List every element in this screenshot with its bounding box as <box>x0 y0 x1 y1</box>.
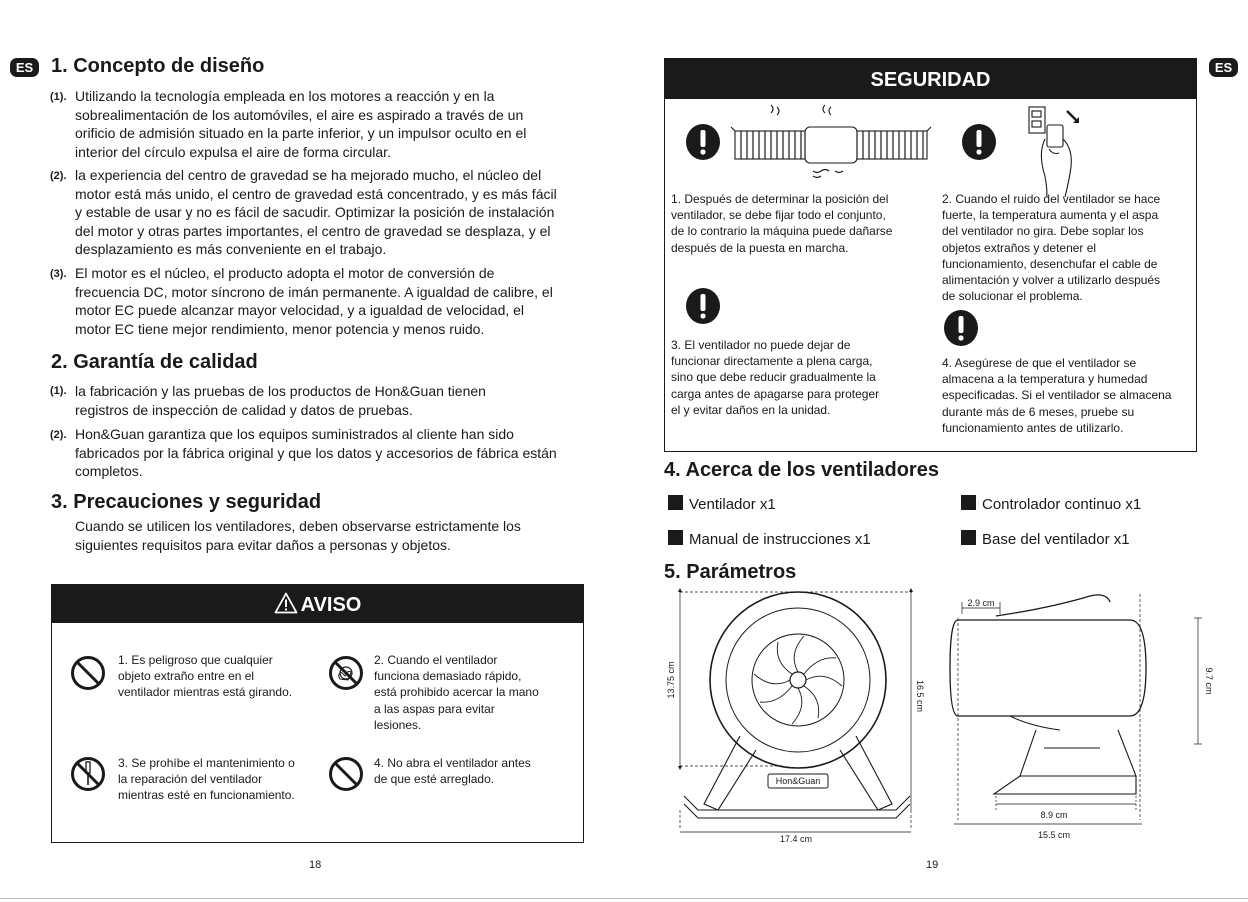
safety-text-4: 4. Asegúrese de que el ventilador se almacena a la temperatura y humedad especificadas. Si el ventilador se almacena durante más de 6 meses, pruebe su funcionamiento antes de utilizarlo. <box>942 356 1172 435</box>
dimension-width: 17.4 cm <box>779 834 813 844</box>
package-item: Controlador continuo x1 <box>961 495 1141 513</box>
list-item: Utilizando la tecnología empleada en los motores a reacción y en la sobrealimentación de los automóviles, el aire es aspirado a través de un orificio de admisión situado en la parte inferior, y un impulsor oculto en el interior del círculo expulsa el aire de forma circular. <box>75 88 527 160</box>
package-item: Manual de instrucciones x1 <box>668 530 871 548</box>
item-number: (1). <box>50 91 67 103</box>
section-4-title: 4. Acerca de los ventiladores <box>664 459 939 481</box>
item-number: (3). <box>50 268 67 280</box>
safety-text-1: 1. Después de determinar la posición del ventilador, se debe fijar todo el conjunto, de lo contrario la máquina puede dañarse después de la puesta en marcha. <box>671 192 893 255</box>
bullet-square-icon <box>668 495 683 510</box>
dimension-side-width: 15.5 cm <box>1037 830 1071 840</box>
exclamation-icon <box>685 287 721 325</box>
bullet-square-icon <box>961 495 976 510</box>
no-hand-fan-icon <box>328 655 364 691</box>
section-2-title: 2. Garantía de calidad <box>51 351 258 373</box>
safety-text-2: 2. Cuando el ruido del ventilador se hace fuerte, la temperatura aumenta y el aspa del ventilador no gira. Debe soplar los objetos extraños y detener el funcionamiento, desenchufar el cable de alimentación y volver a utilizarlo después de solucionar el problema. <box>942 192 1161 304</box>
list-item: El motor es el núcleo, el producto adopta el motor de conversión de frecuencia DC, motor síncrono de imán permanente. A igualdad de calibre, el motor EC puede alcanzar mayor velocidad, y a igualdad de velocidad, el motor EC tiene mejor rendimiento, menor potencia y menos ruido. <box>75 265 553 337</box>
safety-text-3: 3. El ventilador no puede dejar de funcionar directamente a plena carga, sino que debe reducir gradualmente la carga antes de apagarse para proteger el y evitar daños en la unidad. <box>671 338 880 417</box>
seguridad-box <box>664 58 1197 452</box>
seguridad-header: SEGURIDAD <box>665 59 1196 99</box>
dimension-side-height: 9.7 cm <box>1204 667 1214 695</box>
aviso-box <box>51 584 584 843</box>
exclamation-icon <box>961 123 997 161</box>
warning-text-1: 1. Es peligroso que cualquier objeto extraño entre en el ventilador mientras está girando. <box>118 653 293 700</box>
page-number-left: 18 <box>309 859 322 871</box>
language-badge-left: ES <box>10 58 39 77</box>
section-5-title: 5. Parámetros <box>664 561 797 583</box>
item-number: (1). <box>50 385 67 397</box>
package-item: Ventilador x1 <box>668 495 776 513</box>
package-item: Base del ventilador x1 <box>961 530 1130 548</box>
language-badge-right: ES <box>1209 58 1238 77</box>
warning-triangle-icon <box>274 588 298 628</box>
section-3-text: Cuando se utilicen los ventiladores, deben observarse estrictamente los siguientes requisitos para evitar daños a personas y objetos. <box>75 518 521 553</box>
brand-logo: Hon&Guan <box>775 776 821 786</box>
item-number: (2). <box>50 429 67 441</box>
exclamation-icon <box>943 309 979 347</box>
dimension-height-left: 13.75 cm <box>666 661 676 699</box>
warning-text-4: 4. No abra el ventilador antes de que esté arreglado. <box>374 756 531 787</box>
aviso-header: AVISO <box>52 585 583 623</box>
section-1-title: 1. Concepto de diseño <box>51 55 265 77</box>
fan-front-view-diagram <box>664 588 934 848</box>
prohibited-icon <box>328 756 364 792</box>
section-3-title: 3. Precauciones y seguridad <box>51 491 322 513</box>
bottom-rule <box>0 898 1248 899</box>
exclamation-icon <box>685 123 721 161</box>
prohibited-icon <box>70 655 106 691</box>
dimension-height-right: 16.5 cm <box>915 679 925 713</box>
warning-text-2: 2. Cuando el ventilador funciona demasiado rápido, está prohibido acercar la mano a las aspas para evitar lesiones. <box>374 653 539 732</box>
dimension-top: 2.9 cm <box>967 598 995 608</box>
fan-side-view-diagram <box>950 588 1214 848</box>
no-screwdriver-icon <box>70 756 106 792</box>
list-item: la fabricación y las pruebas de los productos de Hon&Guan tienen registros de inspección de calidad y datos de pruebas. <box>75 383 486 418</box>
warning-text-3: 3. Se prohíbe el mantenimiento o la reparación del ventilador mientras esté en funcionamiento. <box>118 756 295 803</box>
bullet-square-icon <box>961 530 976 545</box>
bullet-square-icon <box>668 530 683 545</box>
list-item: Hon&Guan garantiza que los equipos suministrados al cliente han sido fabricados por la fábrica original y que los datos y accesorios de fábrica están completos. <box>75 426 557 479</box>
list-item: la experiencia del centro de gravedad se ha mejorado mucho, el núcleo del motor está más unido, el centro de gravedad está concentrado, y es más fácil y estable de usar y no es fácil de sacudir. Optimizar la posición de instalación del motor y otras partes importantes, el centro de gravedad se desplaza, y el desplazamiento es más conveniente en el trabajo. <box>75 167 557 257</box>
unplug-hand-illustration <box>1021 99 1091 199</box>
dimension-base: 8.9 cm <box>1040 810 1068 820</box>
item-number: (2). <box>50 170 67 182</box>
page-number-right: 19 <box>926 859 939 871</box>
fan-duct-illustration <box>731 101 931 181</box>
